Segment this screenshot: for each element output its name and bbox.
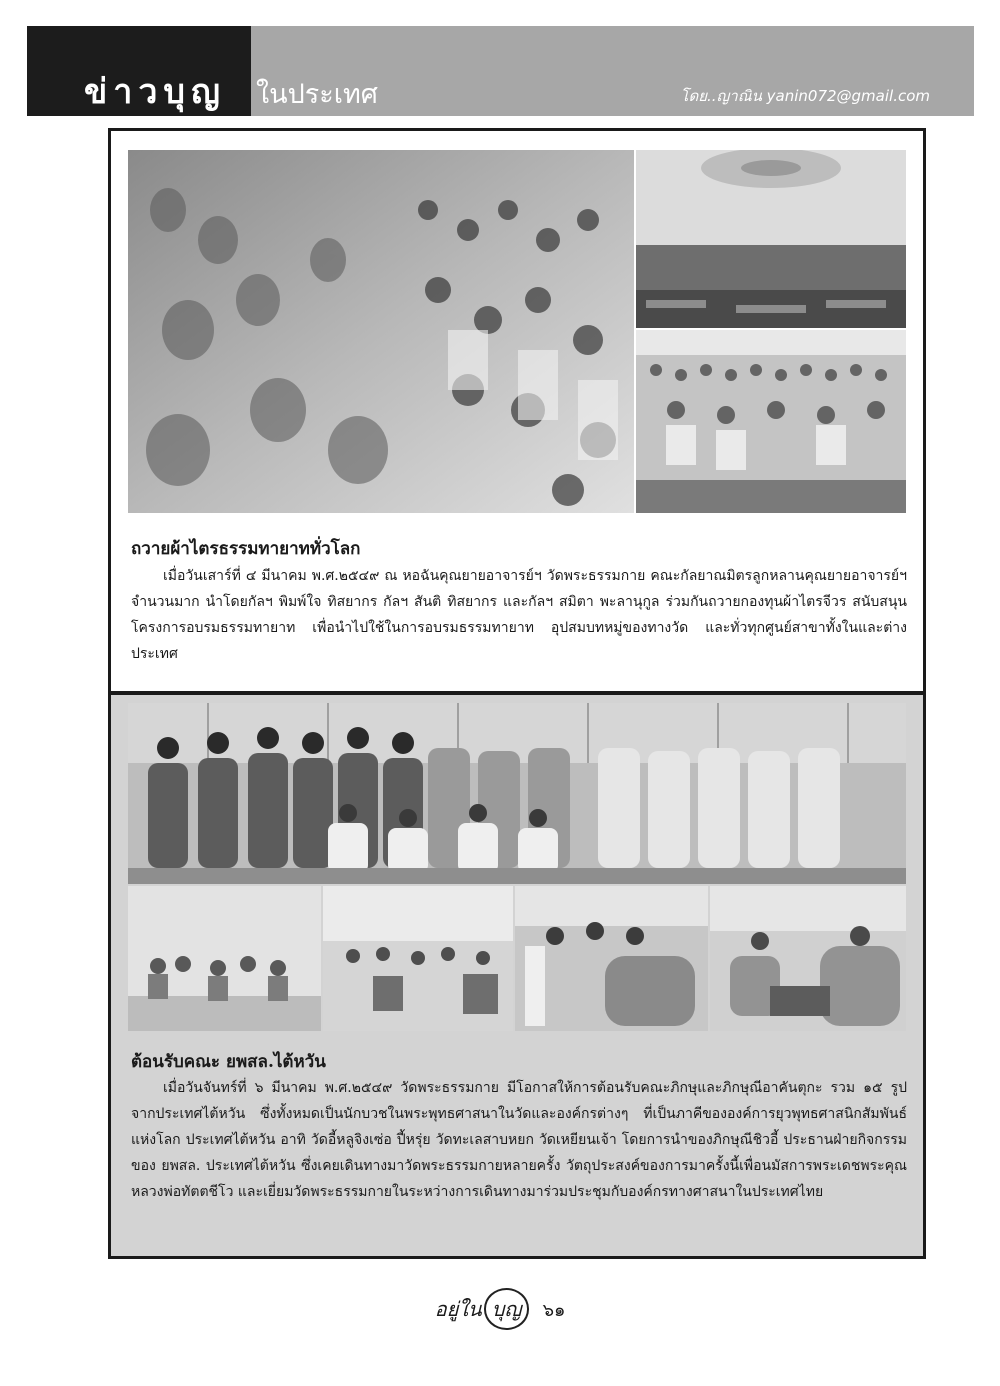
column-subtitle: ในประเทศ <box>256 79 378 110</box>
news-section-taiwan <box>108 692 926 1259</box>
photo-meeting-room-4 <box>710 886 906 1031</box>
photo-hall-ceiling <box>636 150 906 328</box>
section-heading-robes: ถวายผ้าไตรธรรมทายาททั่วโลก <box>131 539 361 559</box>
magazine-logo <box>435 1288 532 1330</box>
column-title: ข่าวบุญ <box>84 72 226 112</box>
author-byline: โดย..ญาณิน yanin072@gmail.com <box>680 87 930 105</box>
photo-group-taiwan-delegation <box>128 703 906 884</box>
photo-meeting-room-3 <box>515 886 708 1031</box>
photo-robe-offering-crowd <box>128 150 634 513</box>
logo-text-circle: บุญ <box>491 1297 522 1321</box>
page-number: ๖๑ <box>542 1299 566 1321</box>
section-body-robes: เมื่อวันเสาร์ที่ ๔ มีนาคม พ.ศ.๒๕๔๙ ณ หอฉันคุณยายอาจารย์ฯ วัดพระธรรมกาย คณะกัลยาณมิตรลูกหลานคุณยายอาจารย์ฯ จำนวนมาก นำโดยกัลฯ พิมพ์ใจ ทิสยากร กัลฯ สันติ ทิสยากร และกัลฯ สมิตา พะลานุกูล ร่วมกันถวายกองทุนผ้าไตรจีวร สนับสนุนโครงการอบรมธรรมทายาท เพื่อนำไปใช้ในการอบรมธรรมทายาท อุปสมบทหมู่ของทางวัด และทั่วทุกศูนย์สาขาทั้งในและต่างประเทศ <box>131 568 907 662</box>
photo-meeting-room-2 <box>323 886 513 1031</box>
photo-ceremony-crowd <box>636 330 906 513</box>
photo-meeting-room-1 <box>128 886 321 1031</box>
page-footer <box>0 1288 1000 1330</box>
section-heading-taiwan: ต้อนรับคณะ ยพสล.ไต้หวัน <box>131 1052 326 1072</box>
logo-circle <box>484 1288 530 1330</box>
news-section-robes <box>108 128 926 694</box>
logo-text-left: อยู่ใน <box>434 1297 482 1321</box>
section-body-taiwan: เมื่อวันจันทร์ที่ ๖ มีนาคม พ.ศ.๒๕๔๙ วัดพระธรรมกาย มีโอกาสให้การต้อนรับคณะภิกษุและภิกษุณีอาคันตุกะ รวม ๑๕ รูป จากประเทศไต้หวัน ซึ่งทั้งหมดเป็นนักบวชในพระพุทธศาสนาในวัดและองค์กรต่างๆ ที่เป็นภาคีขององค์การยุวพุทธศาสนิกสัมพันธ์แห่งโลก ประเทศไต้หวัน อาทิ วัดอี้หลูจิงเซ่อ ปี้หรุ่ย วัดทะเลสาบหยก วัดเหยียนเจ้า โดยการนำของภิกษุณีชิวอี้ ประธานฝ่ายกิจกรรมของ ยพสล. ประเทศไต้หวัน ซึ่งเคยเดินทางมาวัดพระธรรมกายหลายครั้ง วัตถุประสงค์ของการมาครั้งนี้เพื่อนมัสการพระเดชพระคุณหลวงพ่อทัตตชีโว และเยี่ยมวัดพระธรรมกายในระหว่างการเดินทางมาร่วมประชุมกับองค์กรทางศาสนาในประเทศไทย <box>131 1080 907 1200</box>
